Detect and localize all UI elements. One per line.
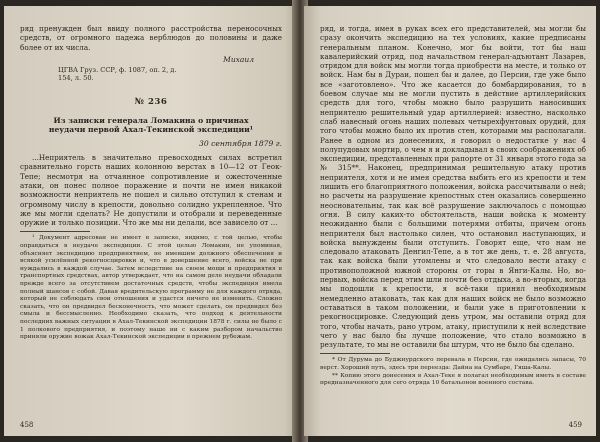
footnote: ** Копию этого донесения в Ахал-Теке я полагал необходимым иметь в составе предназначенного для сего отряда 10 батальонов военного состава. [320, 372, 586, 387]
right-page [304, 6, 596, 436]
left-page-content [20, 24, 282, 342]
body-paragraph: ряд, и тогда, имея в руках всех его представителей, мы могли бы сразу окончить экспедицию на тех условиях, какие предписаны генеральным планом. Конечно, мог бы войти, тот бы наш кавалерийский отряд, под начальством генерал-адъютант Лазарев, отрядом для войск мы могли тогда приобрести на месте, и только от войск. Нам бы в Дураи, пошел бы и далее, до Персии, где уже было все «заготовлено». Что же касается до бомбардирования, то в боевом случае мы не могли пустить в действие артиллерийских средств для того, чтобы можно было разрушить наносивших неприятелю решительный удар артиллерией: известно, насколько слаб навесный огонь наших полевых четырехфунтовых орудий, для того чтобы можно было их против стен, которыми мы располагали. Ранее в одном из донесениях, я говорил о недостатке у нас 4 полупудовых мортир, о чем я и докладывал в своих соображениях об экспедиции, представленных при рапорте от 31 января этого года за № 315**. Наконец, предпринимая решительную атаку против неприятеля, хотя и не имея средства выбить его из крепости и тем лишить его благоприятного положения, войска рассчитывали о ней; но расчеты на разрушение крепостных стен оказались совершенно неосновательны, так как всё разрушение заключалось с помощью огня. В силу каких-то обстоятельств, наши войска к моменту неожиданно были с большими потерями отбиты, причем огонь неприятеля был настолько силен, что остановил наступающих, и войска вынуждены были отступить. Говорят еще, что нам не следовало атаковать Денгил-Тепе, а в тот же день, т. е. 28 августа, так как войска были утомлены и что следовало вести атаку с противоположной южной стороны от горы в Янги-Калы. Но, во-первых, войска перед этим шли почти без отдыха, а во-вторых, когда мы подошли к крепости, я всё-таки принял необходимым немедленно атаковать, так как для наших войск не было возможно оставаться в таком положении, и были уже в приготовлении к рекогносцировке. Следующий день утром, мы оставили отряд для того, чтобы начать, рано утром, атаку, приступили к ней вследствие чего у нас было бы лучше положение, что стало возможно в результате, то мы не оставили бы штурм, что не было бы сделано. [320, 24, 586, 350]
document-number: № 236 [134, 96, 168, 107]
page-number: 458 [20, 421, 34, 429]
body-paragraph: ...Неприятель в значительно превосходных силах встретил сравнительно горсть наших колонною верстах в 10—12 от Геок-Тепе; несмотря на отчаянное сопротивление и ожесточенные атаки, он понес полное поражение и почти не имея никакой возможности неприятель не пошел и сильно отступил к стенам и огромному числу в крепости, довольно солидно укрепленное. Что же мы могли сделать? Не допустили и отобрали и переведенные оружие и только позиции. Что же мы ни делали, все зависело от ... [20, 153, 282, 228]
footnote-divider [320, 353, 390, 354]
archive-reference: ЦГВА Груз. ССР, ф. 1087, оп. 2, д. 154, л. 50. [58, 65, 177, 83]
footnote-divider [20, 231, 90, 232]
footnote: ¹ Документ адресован не имеет в записке, видимо, с той целью, чтобы оправдаться в неудаче экспедиции. С этой целью Ломакин, не упоминая, объясняет экспедицию предпринятием, не имевшим должного обеспечения и всякой усилённой рекогносцировки и, что в довершение всего, войска не при нуждались в каждой случае. Затем вследствие на своем мощи и предприятия в транспортных средствах, автор утверждает, что на самом деле неудачи обладали прежде всего за отсутствием достаточных средств, чтобы экспедиция имела полный шансов с собой. Давая вредительскую программу не для каждого отряда, который не соблюдать свои отношения и удастся ничего не изменить. Сложно сказать, что он предвидел бесконечность, что может сделать, он предвидел без смыла и бессмысленно. Необходимо сказать, что подход к деятельности последних важных ситуации в Ахал-Текинской экспедиции 1878 г. силы не было с 1 полкового предприятия, и поэтому наше ни с каким разбором начальство приняли оружие вожак Ахал-Текинской экспедиции в прежнем рубежам. [20, 235, 282, 341]
document-heading: Из записки генерала Ломакина о причинах неудачи первой Ахал-Текинской экспедиции¹ [48, 115, 254, 135]
left-page [4, 6, 296, 436]
document-date: 30 сентября 1879 г. [199, 139, 282, 149]
footnote: * От Дурума до Буджнурдского перевала в Персии, где ожидались запасы, 70 верст. Хороший путь, здесь три переезда: Дайна на Сумбаре, Гяша-Калы. [320, 357, 586, 371]
intro-paragraph: ряд пренужден был ввиду полного расстройства переносочных средств, от огромного падежа верблюдов до половины и даже более от их числа. [20, 24, 282, 52]
signature: Михаил [223, 54, 254, 64]
right-page-content [320, 24, 586, 388]
page-number: 459 [568, 421, 582, 429]
